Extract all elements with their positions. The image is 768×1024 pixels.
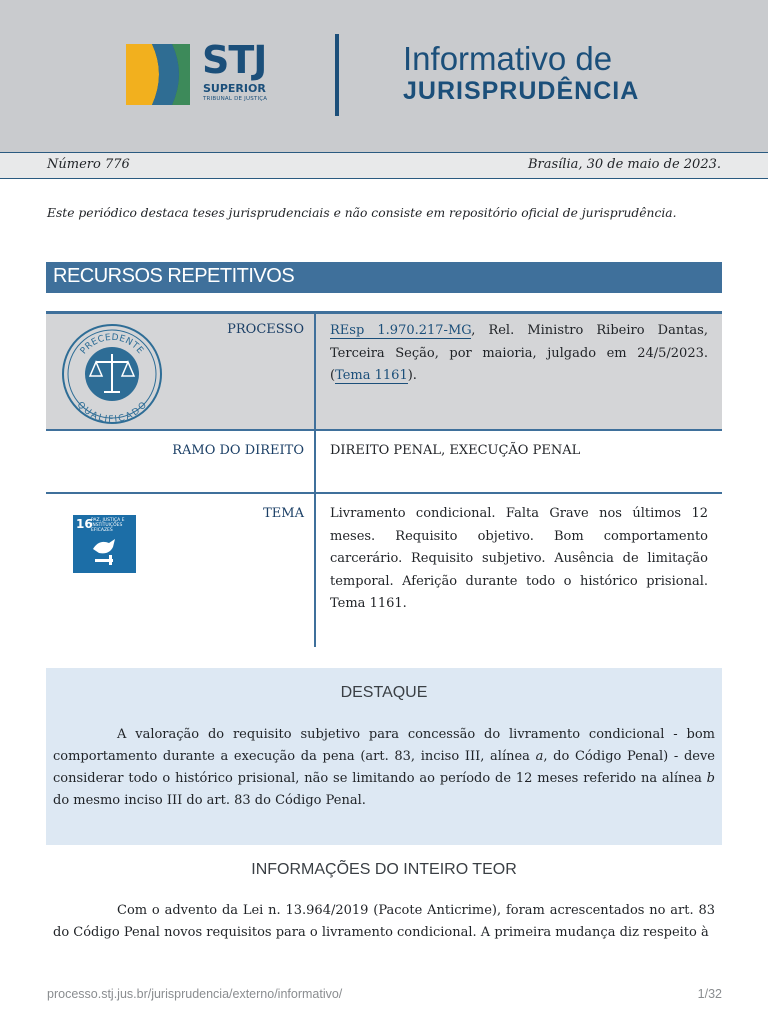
logo-subtitle: SUPERIOR (203, 82, 266, 95)
destaque-title: DESTAQUE (340, 684, 428, 701)
disclaimer: Este periódico destaca teses jurisprudenciais e não consiste em repositório oficial de jurisprudência. (47, 206, 677, 220)
processo-end: ). (407, 368, 417, 383)
ods-text: PAZ, JUSTIÇA E INSTITUIÇÕES EFICAZES (91, 518, 125, 533)
ramo-row (46, 431, 722, 494)
ods-16-icon (73, 515, 136, 573)
processo-label: PROCESSO (227, 322, 304, 337)
page-number: 1/32 (697, 987, 722, 1001)
svg-text:QUALIFICADO (75, 400, 150, 425)
destaque-text-part3: do mesmo inciso III do art. 83 do Código Penal. (53, 793, 366, 808)
destaque-text-part2: , do Código Penal) - deve considerar todo o histórico prisional, não se limitando ao período de 12 meses referido na alínea (53, 749, 716, 786)
footer-url[interactable]: processo.stj.jus.br/jurisprudencia/externo/informativo/ (47, 987, 343, 1001)
tema-row (46, 494, 722, 647)
inteiro-teor-title: INFORMAÇÕES DO INTEIRO TEOR (251, 861, 517, 878)
issue-date: Brasília, 30 de maio de 2023. (527, 157, 721, 172)
processo-text: , Rel. Ministro Ribeiro Dantas, Terceira Seção, por maioria, julgado em 24/5/2023. ( (330, 323, 708, 383)
ods-number: 16 (76, 517, 93, 531)
case-table (46, 311, 722, 647)
page-header (0, 0, 768, 152)
dove-gavel-icon (87, 535, 123, 569)
ramo-label: RAMO DO DIREITO (172, 443, 304, 458)
destaque-box (46, 668, 722, 845)
logo-wordmark: STJ (202, 38, 267, 82)
section-header (46, 262, 722, 293)
processo-row (46, 311, 722, 431)
section-title: RECURSOS REPETITIVOS (53, 265, 295, 287)
tema-value: Livramento condicional. Falta Grave nos últimos 12 meses. Requisito objetivo. Bom comportamento carcerário. Requisito subjetivo. Ausência de limitação temporal. Aferição durante todo o histórico prisional. Tema 1161. (330, 506, 708, 611)
seal-bottom-text: QUALIFICADO (74, 400, 150, 426)
seal-top-text: PRECEDENTE (78, 332, 146, 357)
logo-tribunal: TRIBUNAL DE JUSTIÇA (203, 96, 268, 102)
publication-title-line2: JURISPRUDÊNCIA (403, 77, 640, 105)
tema-link[interactable]: Tema 1161 (335, 368, 408, 383)
destaque-text (53, 724, 715, 812)
ramo-value: DIREITO PENAL, EXECUÇÃO PENAL (330, 443, 581, 458)
precedente-qualificado-seal-icon (60, 322, 164, 426)
destaque-text-em2: b (706, 771, 715, 786)
destaque-text-em1: a (535, 749, 544, 764)
stj-logo-icon (126, 44, 190, 105)
issue-bar (0, 152, 768, 179)
issue-number: Número 776 (47, 157, 130, 172)
column-divider (314, 311, 316, 647)
destaque-text-part1: A valoração do requisito subjetivo para concessão do livramento condicional - bom comportamento durante a execução da pena (art. 83, inciso III, alínea (53, 727, 715, 764)
inteiro-teor-text: Com o advento da Lei n. 13.964/2019 (Pacote Anticrime), foram acrescentados no art. 83 do Código Penal novos requisitos para o livramento condicional. A primeira mudança diz respeito à (53, 903, 715, 940)
processo-value (330, 320, 708, 388)
publication-title-line1: Informativo de (403, 40, 613, 77)
header-divider (335, 34, 339, 116)
resp-link[interactable]: REsp 1.970.217-MG (330, 323, 472, 338)
tema-label: TEMA (263, 506, 304, 521)
